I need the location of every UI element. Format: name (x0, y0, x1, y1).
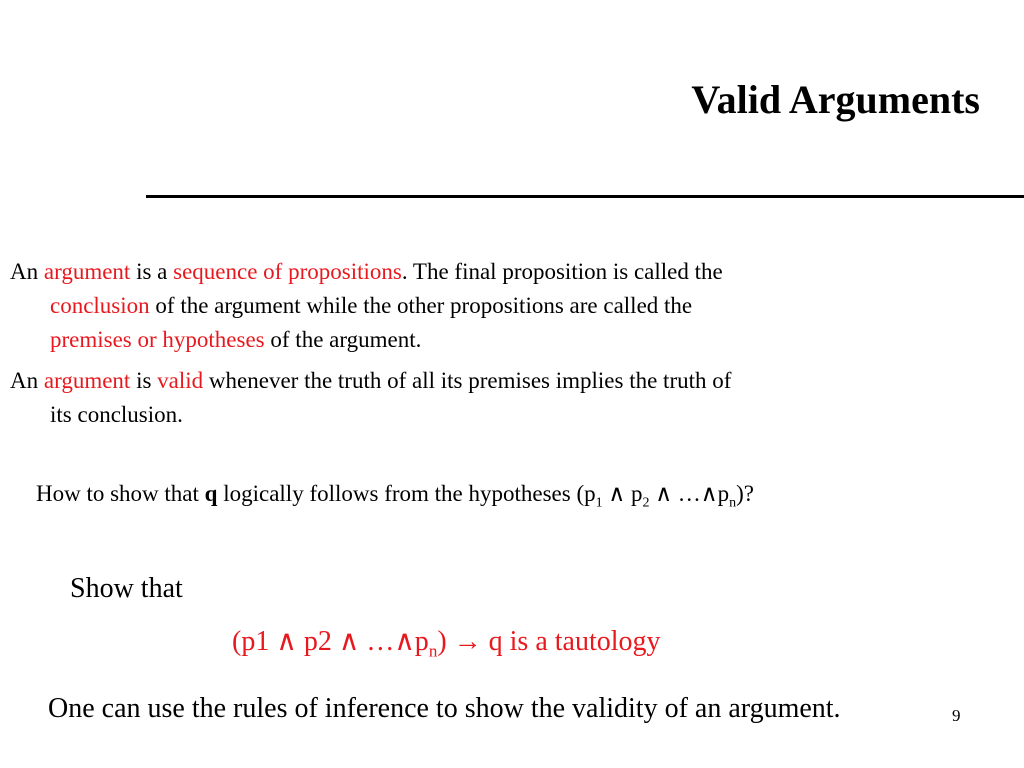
text: . The final proposition is called the (401, 259, 723, 284)
title-divider (146, 195, 1024, 198)
q-symbol: q (204, 481, 218, 506)
text: logically follows from the hypotheses (p (217, 481, 596, 506)
text: An (10, 368, 44, 393)
text: ∧ p (602, 481, 643, 506)
line (10, 289, 910, 323)
show-that: Show that (70, 573, 183, 604)
text: is (130, 368, 158, 393)
tautology-formula (232, 624, 661, 662)
page-number: 9 (952, 706, 961, 725)
term-premises: premises or hypotheses (50, 327, 265, 352)
text: ) → q is a tautology (437, 626, 661, 657)
subscript: n (729, 495, 737, 511)
text: (p1 ∧ p2 ∧ …∧p (232, 626, 429, 657)
line (10, 323, 910, 357)
argument-definition (10, 255, 910, 357)
line: its conclusion. (50, 402, 183, 427)
subscript: n (428, 641, 438, 661)
text: of the argument. (264, 327, 422, 352)
subscript: 1 (595, 495, 603, 511)
text: of the argument while the other propositions are called the (149, 293, 693, 318)
term-sequence-of-propositions: sequence of propositions (173, 259, 402, 284)
term-argument: argument (43, 368, 131, 393)
text: How to show that (36, 481, 205, 506)
term-argument: argument (43, 259, 131, 284)
term-conclusion: conclusion (50, 293, 150, 318)
question (36, 481, 754, 512)
text: whenever the truth of all its premises implies the truth of (203, 368, 732, 393)
term-valid: valid (157, 368, 204, 393)
slide-title: Valid Arguments (691, 77, 980, 122)
text: ∧ …∧p (649, 481, 730, 506)
text: )? (736, 481, 755, 506)
inference-note: One can use the rules of inference to show the validity of an argument. (48, 693, 841, 724)
validity-definition (10, 364, 910, 432)
text: is a (130, 259, 174, 284)
text: An (10, 259, 44, 284)
subscript: 2 (642, 495, 650, 511)
